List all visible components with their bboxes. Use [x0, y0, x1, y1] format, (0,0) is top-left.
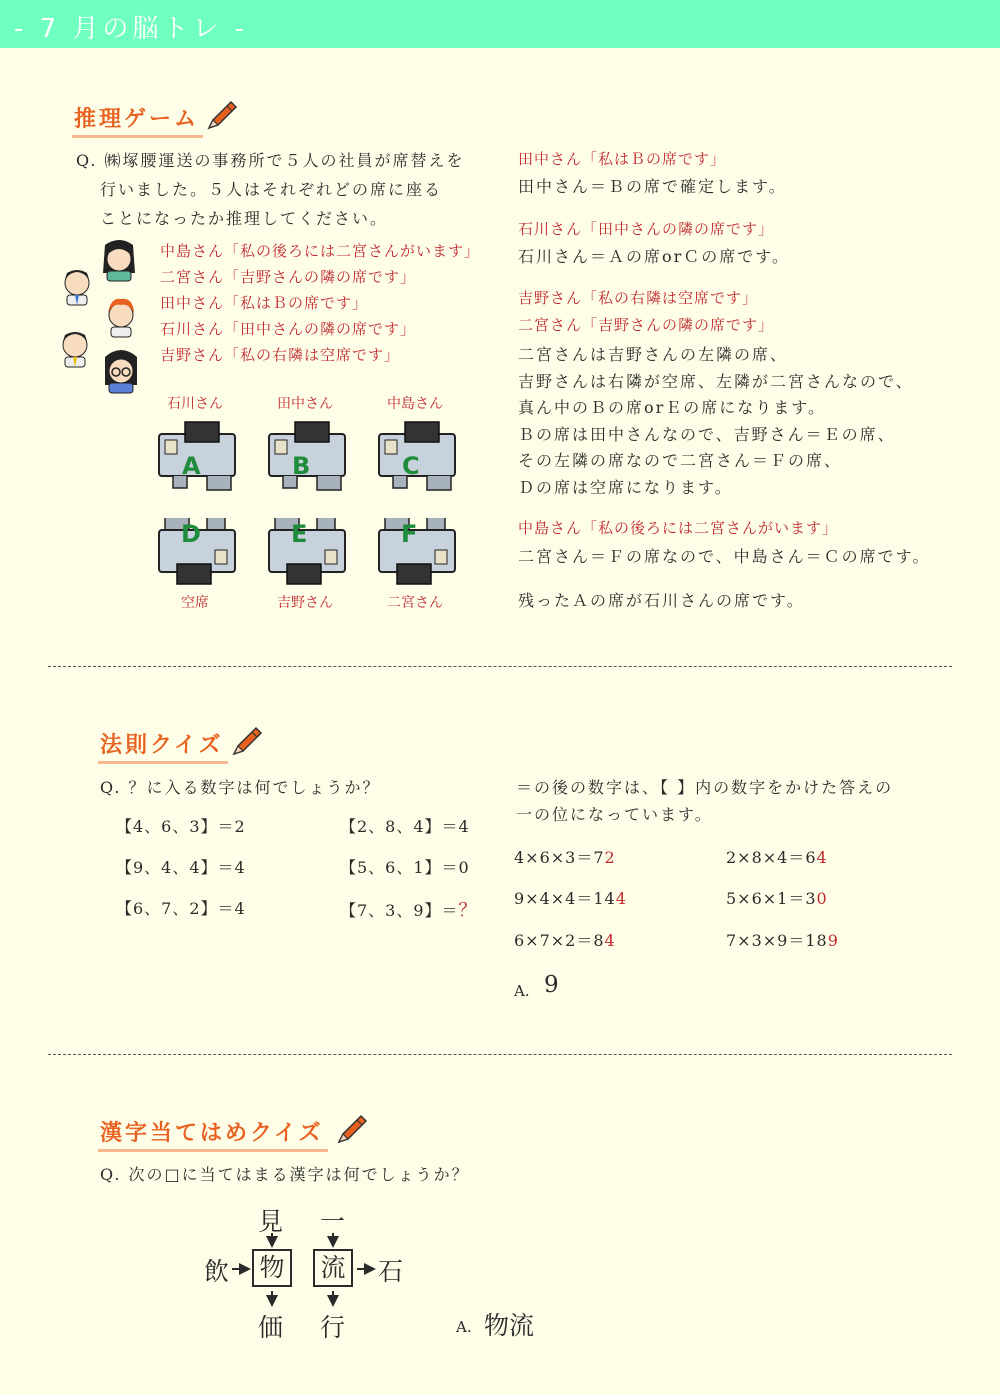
desk-label-c: 中島さん — [387, 396, 443, 412]
desk-icon — [265, 512, 350, 590]
kanji-top-1: 見 — [258, 1207, 284, 1236]
calc-item — [726, 845, 828, 868]
kanji-bottom-2: 行 — [320, 1313, 346, 1342]
reasoning-question-line-2: 行いました。５人はそれぞれどの席に座る — [100, 180, 443, 199]
desk-a — [155, 418, 240, 496]
kanji-right-2: 石 — [378, 1257, 404, 1286]
pen-icon — [205, 98, 239, 132]
rule-right-eq: 【5、6、1】＝0 — [340, 858, 470, 877]
rule-eq-prefix: 【7、3、9】＝ — [340, 901, 459, 920]
desk-b — [265, 418, 350, 496]
rule-right-eq: 【2、8、4】＝4 — [340, 817, 470, 836]
calc-expr: 9×4×4＝14 — [514, 889, 616, 908]
solution-text-nakajima: 二宮さん＝Ｆの席なので、中島さん＝Ｃの席です。 — [518, 547, 931, 566]
calc-expr: 2×8×4＝6 — [726, 848, 817, 867]
desk-label-f: 二宮さん — [387, 595, 443, 611]
calc-last-digit: 0 — [816, 889, 828, 908]
kanji-top-2: 一 — [320, 1207, 346, 1236]
solution-quote-yoshino: 吉野さん「私の右隣は空席です」 — [518, 289, 759, 307]
staff-characters-illustration — [55, 235, 155, 400]
rule-left-eq: 【6、7、2】＝4 — [116, 899, 246, 918]
solution-text-tanaka: 田中さん＝Ｂの席で確定します。 — [518, 177, 787, 196]
rule-explain-line-1: ＝の後の数字は、【 】内の数字をかけた答えの — [516, 778, 894, 797]
desk-label-b: 田中さん — [277, 396, 333, 412]
reasoning-question-line-1: Q. ㈱塚腰運送の事務所で５人の社員が席替えを — [76, 151, 465, 170]
rule-left-eq: 【4、6、3】＝2 — [116, 817, 246, 836]
desk-e — [265, 512, 350, 590]
kanji-left-1: 飲 — [204, 1257, 230, 1286]
pen-icon — [335, 1112, 369, 1146]
desk-d — [155, 512, 240, 590]
kanji-box-1: 物 — [252, 1249, 292, 1287]
solution-quote-tanaka: 田中さん「私はＢの席です」 — [518, 150, 727, 168]
solution-line: Ｄの席は空席になります。 — [518, 478, 733, 497]
calc-last-digit: 4 — [604, 931, 616, 950]
calc-last-digit: 4 — [816, 848, 828, 867]
solution-quote-ninomiya: 二宮さん「吉野さんの隣の席です」 — [518, 316, 775, 334]
section-title-reasoning: 推理ゲーム — [72, 102, 203, 138]
rule-answer: 9 — [544, 972, 559, 998]
solution-quote-nakajima: 中島さん「私の後ろには二宮さんがいます」 — [518, 519, 839, 537]
statement-nakajima: 中島さん「私の後ろには二宮さんがいます」 — [160, 242, 481, 260]
solution-line: その左隣の席なので二宮さん＝Ｆの席、 — [518, 451, 843, 470]
rule-right-eq-unknown — [340, 896, 478, 922]
solution-line: 吉野さんは右隣が空席、左隣が二宮さんなので、 — [518, 372, 914, 391]
solution-text-ishikawa: 石川さん＝Ａの席orＣの席です。 — [518, 247, 791, 266]
statement-yoshino: 吉野さん「私の右隣は空席です」 — [160, 346, 401, 364]
calc-expr: 4×6×3＝7 — [514, 848, 605, 867]
desk-icon — [375, 512, 460, 590]
rule-left-eq: 【9、4、4】＝4 — [116, 858, 246, 877]
calc-expr: 7×3×9＝18 — [726, 931, 828, 950]
section-title-rule-quiz: 法則クイズ — [98, 728, 228, 764]
desk-letter: B — [292, 452, 311, 480]
desk-label-d: 空席 — [181, 595, 209, 611]
desk-letter: D — [181, 520, 201, 548]
rule-quiz-question: Q. ？に入る数字は何でしょうか？ — [100, 778, 381, 797]
statement-ishikawa: 石川さん「田中さんの隣の席です」 — [160, 320, 417, 338]
calc-item — [514, 928, 616, 951]
desk-label-a: 石川さん — [167, 396, 223, 412]
page-header — [0, 0, 1000, 48]
solution-text-final: 残ったＡの席が石川さんの席です。 — [518, 591, 805, 610]
calc-last-digit: 9 — [827, 931, 839, 950]
section-divider — [48, 666, 952, 667]
desk-letter: A — [182, 452, 201, 480]
calc-item — [726, 928, 839, 951]
rule-explain-line-2: 一の位になっています。 — [516, 805, 713, 824]
section-divider — [48, 1054, 952, 1055]
kanji-quiz-question: Q. 次の□に当てはまる漢字は何でしょうか？ — [100, 1165, 470, 1184]
reasoning-question-line-3: ことになったか推理してください。 — [100, 209, 389, 228]
kanji-bottom-1: 価 — [258, 1313, 284, 1342]
calc-item — [514, 886, 627, 909]
solution-quote-ishikawa: 石川さん「田中さんの隣の席です」 — [518, 220, 775, 238]
solution-line: 真ん中のＢの席orＥの席になります。 — [518, 398, 827, 417]
solution-line: Ｂの席は田中さんなので、吉野さん＝Ｅの席、 — [518, 425, 896, 444]
desk-f — [375, 512, 460, 590]
calc-expr: 6×7×2＝8 — [514, 931, 605, 950]
desk-letter: E — [291, 520, 308, 548]
calc-last-digit: 4 — [615, 889, 627, 908]
calc-expr: 5×6×1＝3 — [726, 889, 817, 908]
kanji-box-2: 流 — [313, 1249, 353, 1287]
desk-c — [375, 418, 460, 496]
arrows — [195, 1225, 395, 1315]
header-title: - 7 月の脳トレ - — [14, 14, 249, 44]
statement-ninomiya: 二宮さん「吉野さんの隣の席です」 — [160, 268, 417, 286]
unknown-mark: ？ — [458, 900, 478, 921]
pen-icon — [230, 724, 264, 758]
calc-item — [726, 886, 828, 909]
calc-item — [514, 845, 616, 868]
rule-answer-label: A. — [514, 982, 530, 1000]
kanji-answer: 物流 — [484, 1311, 535, 1340]
section-title-kanji-quiz: 漢字当てはめクイズ — [98, 1116, 328, 1152]
desk-label-e: 吉野さん — [277, 595, 333, 611]
calc-last-digit: 2 — [604, 848, 616, 867]
statement-tanaka: 田中さん「私はＢの席です」 — [160, 294, 369, 312]
desk-letter: C — [402, 452, 420, 480]
desk-letter: F — [401, 520, 418, 548]
kanji-answer-label: A. — [456, 1318, 472, 1336]
solution-line: 二宮さんは吉野さんの左隣の席、 — [518, 345, 789, 364]
